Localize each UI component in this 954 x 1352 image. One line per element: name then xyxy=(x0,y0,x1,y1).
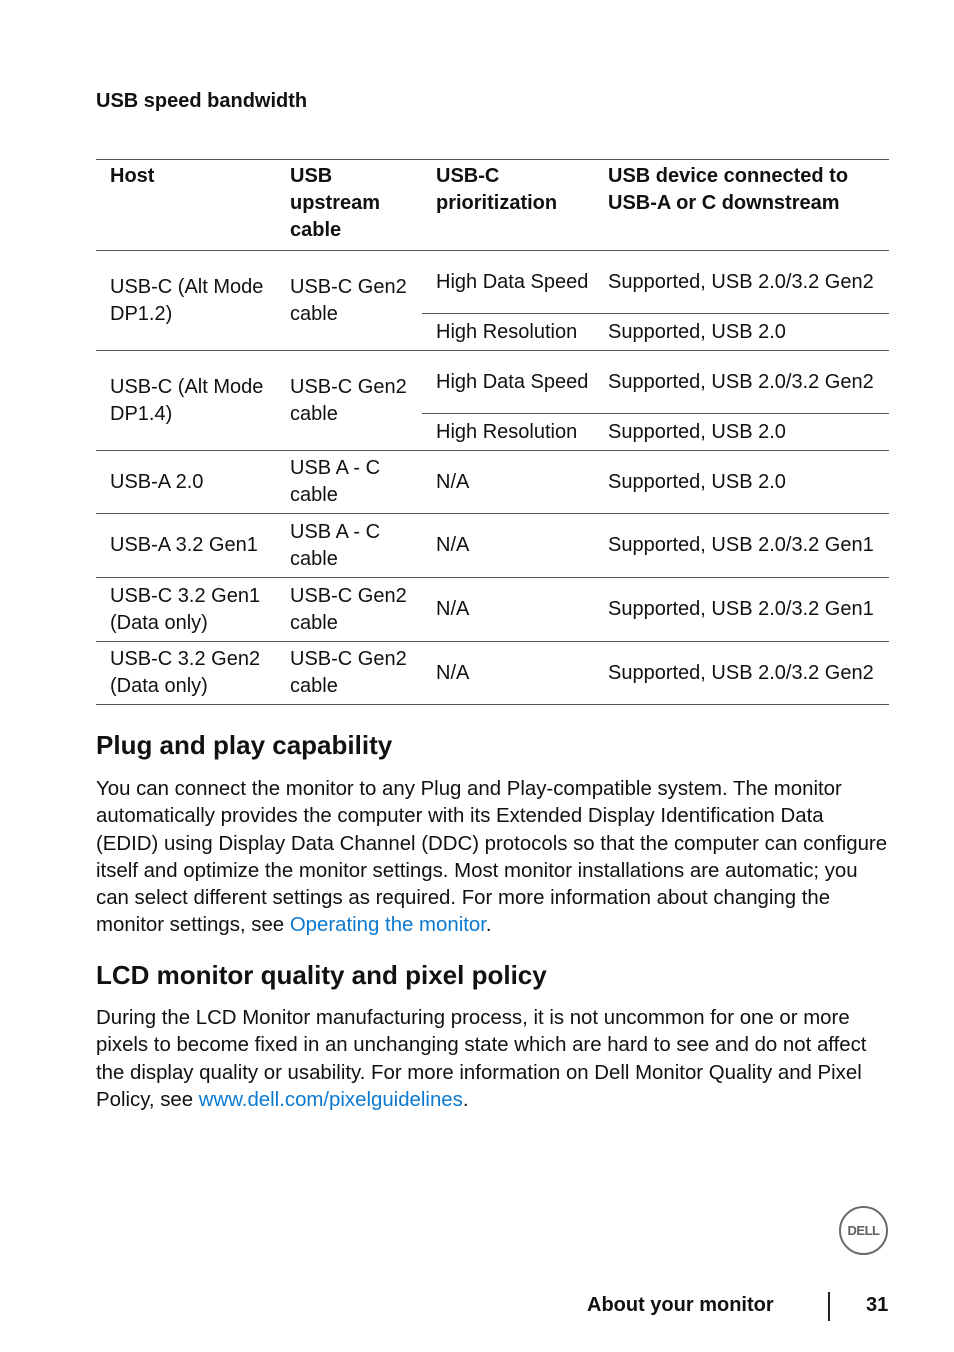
header-host: Host xyxy=(96,160,276,251)
table-header-row xyxy=(96,160,889,251)
table-row xyxy=(96,351,889,414)
cell-priority: N/A xyxy=(422,642,600,705)
cell-host: USB-A 3.2 Gen1 xyxy=(96,514,276,578)
lcd-policy-text: During the LCD Monitor manufacturing process, it is not uncommon for one or more pixels to become fixed in an unchanging state which are hard to see and do not affect the display quality or usability. For more information on Dell Monitor Quality and Pixel Policy, see xyxy=(96,1007,867,1111)
cell-host: USB-A 2.0 xyxy=(96,451,276,514)
footer-divider xyxy=(828,1292,830,1321)
pixel-guidelines-link[interactable]: www.dell.com/pixelguidelines xyxy=(198,1088,463,1111)
cell-downstream: Supported, USB 2.0/3.2 Gen2 xyxy=(600,642,889,705)
table-row xyxy=(96,251,889,314)
cell-priority: High Data Speed xyxy=(422,351,600,414)
cell-downstream: Supported, USB 2.0 xyxy=(600,414,889,451)
cell-priority: High Resolution xyxy=(422,314,600,351)
cell-cable: USB A - C cable xyxy=(276,451,422,514)
cell-downstream: Supported, USB 2.0/3.2 Gen1 xyxy=(600,578,889,642)
cell-host: USB-C 3.2 Gen2 (Data only) xyxy=(96,642,276,705)
cell-host: USB-C (Alt Mode DP1.4) xyxy=(96,351,276,451)
plug-play-end: . xyxy=(485,914,492,937)
cell-downstream: Supported, USB 2.0/3.2 Gen1 xyxy=(600,514,889,578)
usb-bandwidth-table xyxy=(96,159,889,705)
cell-cable: USB-C Gen2 cable xyxy=(276,578,422,642)
table-row xyxy=(96,451,889,514)
lcd-policy-end: . xyxy=(462,1088,469,1111)
table-row xyxy=(96,514,889,578)
cell-host: USB-C 3.2 Gen1 (Data only) xyxy=(96,578,276,642)
cell-priority: High Resolution xyxy=(422,414,600,451)
dell-logo xyxy=(839,1206,888,1255)
header-prioritization: USB-C prioritization xyxy=(422,160,600,251)
cell-priority: High Data Speed xyxy=(422,251,600,314)
cell-host: USB-C (Alt Mode DP1.2) xyxy=(96,251,276,351)
cell-cable: USB-C Gen2 cable xyxy=(276,251,422,351)
cell-downstream: Supported, USB 2.0/3.2 Gen2 xyxy=(600,351,889,414)
dell-logo-text: DELL xyxy=(847,1223,880,1238)
operating-monitor-link[interactable]: Operating the monitor xyxy=(289,914,486,937)
plug-play-heading: Plug and play capability xyxy=(96,730,393,760)
cell-priority: N/A xyxy=(422,578,600,642)
cell-downstream: Supported, USB 2.0 xyxy=(600,451,889,514)
page-number: 31 xyxy=(866,1294,889,1316)
lcd-policy-paragraph xyxy=(96,1005,888,1114)
table-row xyxy=(96,578,889,642)
cell-downstream: Supported, USB 2.0 xyxy=(600,314,889,351)
header-upstream-cable: USB upstream cable xyxy=(276,160,422,251)
cell-cable: USB-C Gen2 cable xyxy=(276,642,422,705)
table-row xyxy=(96,642,889,705)
plug-play-paragraph xyxy=(96,776,888,940)
cell-priority: N/A xyxy=(422,514,600,578)
section-title: USB speed bandwidth xyxy=(96,90,308,112)
cell-downstream: Supported, USB 2.0/3.2 Gen2 xyxy=(600,251,889,314)
cell-cable: USB A - C cable xyxy=(276,514,422,578)
cell-priority: N/A xyxy=(422,451,600,514)
footer-section-label: About your monitor xyxy=(587,1294,774,1316)
plug-play-text: You can connect the monitor to any Plug and Play-compatible system. The monitor automatically provides the computer with its Extended Display Identification Data (EDID) using Display Data Channel (DDC) protocols so that the computer can configure itself and optimize the monitor settings. Most monitor installations are automatic; you can select different settings as required. For more information about changing the monitor settings, see xyxy=(96,778,888,937)
lcd-policy-heading: LCD monitor quality and pixel policy xyxy=(96,960,547,990)
header-downstream: USB device connected to USB-A or C downstream xyxy=(600,160,889,251)
cell-cable: USB-C Gen2 cable xyxy=(276,351,422,451)
